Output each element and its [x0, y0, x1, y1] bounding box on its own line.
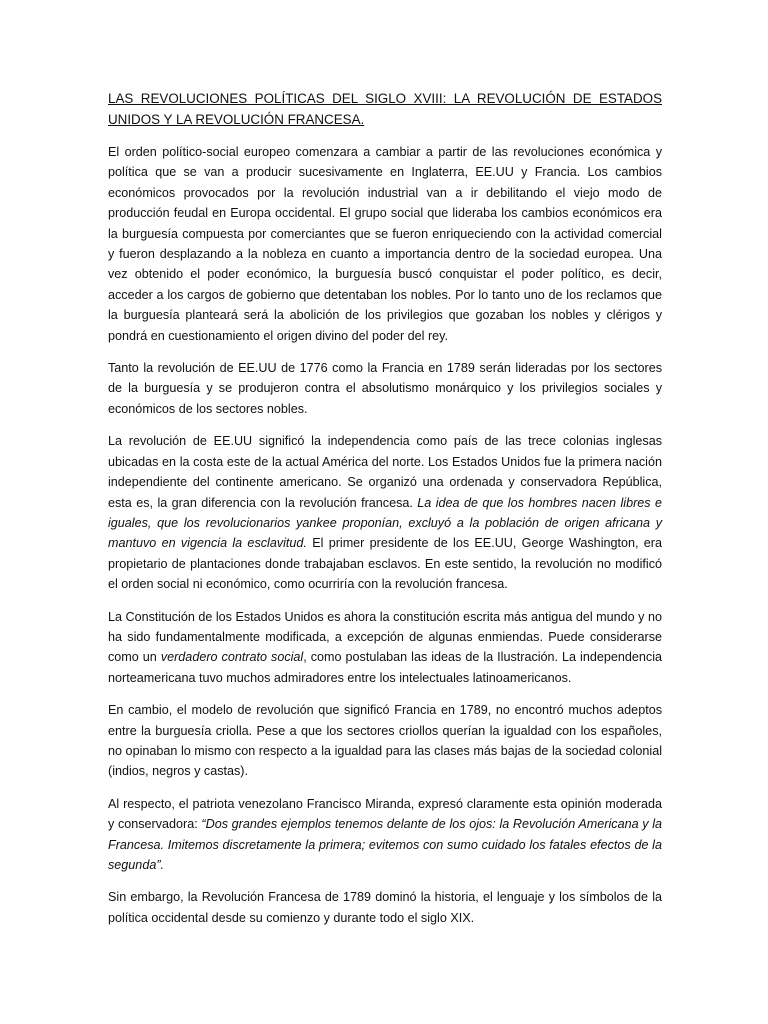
- paragraph-4-text-c: , como postulaban las ideas de la Ilustración. La independencia norteamericana tuvo muchos admiradores entre los intelectuales latinoamericanos.: [108, 650, 662, 685]
- paragraph-5: En cambio, el modelo de revolución que significó Francia en 1789, no encontró muchos adeptos entre la burguesía criolla. Pese a que los sectores criollos querían la igualdad con los españoles, no opinaban lo mismo con respecto a la igualdad para las clases más bajas de la sociedad colonial (indios, negros y castas).: [108, 703, 662, 779]
- paragraph-1: El orden político-social europeo comenzara a cambiar a partir de las revoluciones económica y política que se van a producir sucesivamente en Inglaterra, EE.UU y Francia. Los cambios económicos provocados por la revolución industrial van a ir debilitando el viejo modo de producción feudal en Europa occidental. El grupo social que lideraba los cambios económicos era la burguesía compuesta por comerciantes que se fueron enriqueciendo con la actividad comercial y fueron desplazando a la nobleza en cuanto a importancia dentro de la sociedad europea. Una vez obtenido el poder económico, la burguesía buscó conquistar el poder político, es decir, acceder a los cargos de gobierno que detentaban los nobles. Por lo tanto uno de los reclamos que la burguesía planteará será la abolición de los privilegios que gozaban los nobles y clérigos y pondrá en cuestionamiento el origen divino del poder del rey.: [108, 145, 662, 343]
- paragraph-6-text-a: Al respecto, el patriota venezolano Francisco Miranda, expresó claramente esta opinión moderada y conservadora:: [108, 796, 662, 832]
- paragraph-3-text-c: El primer presidente de los EE.UU, George Washington, era propietario de plantaciones donde trabajaban esclavos. En este sentido, la revolución no modificó el orden social ni económico, como ocurriría con la revolución francesa.: [108, 536, 662, 592]
- paragraph-4-text-a: La Constitución de los Estados Unidos es ahora la constitución escrita más antigua del mundo y no ha sido fundamentalmente modificada, a excepción de algunas enmiendas. Puede considerarse como un: [108, 609, 662, 665]
- paragraph-3-text-a: La revolución de EE.UU significó la independencia como país de las trece colonias inglesas ubicadas en la costa este de la actual América del norte. Los Estados Unidos fue la primera nación independiente del continente americano. Se organizó una ordenada y conservadora República, esta es, la gran diferencia con la revolución francesa.: [108, 434, 662, 510]
- paragraph-4: [108, 607, 662, 689]
- paragraph-6-quote: “Dos grandes ejemplos tenemos delante de los ojos: la Revolución Americana y la Francesa. Imitemos discretamente la primera; evitemos con sumo cuidado los fatales efectos de la segunda”.: [108, 817, 662, 872]
- paragraph-7: Sin embargo, la Revolución Francesa de 1789 dominó la historia, el lenguaje y los símbolos de la política occidental desde su comienzo y durante todo el siglo XIX.: [108, 890, 662, 925]
- paragraph-4-italic: verdadero contrato social: [160, 650, 304, 665]
- paragraph-3: [108, 431, 662, 594]
- paragraph-6: [108, 794, 662, 876]
- paragraph-3-italic: La idea de que los hombres nacen libres e iguales, que los revolucionarios yankee proponían, excluyó a la población de origen africana y mantuvo en vigencia la esclavitud.: [108, 495, 662, 551]
- document-title: LAS REVOLUCIONES POLÍTICAS DEL SIGLO XVIII: LA REVOLUCIÓN DE ESTADOS UNIDOS Y LA REVOLUCIÓN FRANCESA.: [108, 91, 662, 127]
- paragraph-2: Tanto la revolución de EE.UU de 1776 como la Francia en 1789 serán lideradas por los sectores de la burguesía y se produjeron contra el absolutismo monárquico y los privilegios sociales y económicos de los sectores nobles.: [108, 361, 662, 416]
